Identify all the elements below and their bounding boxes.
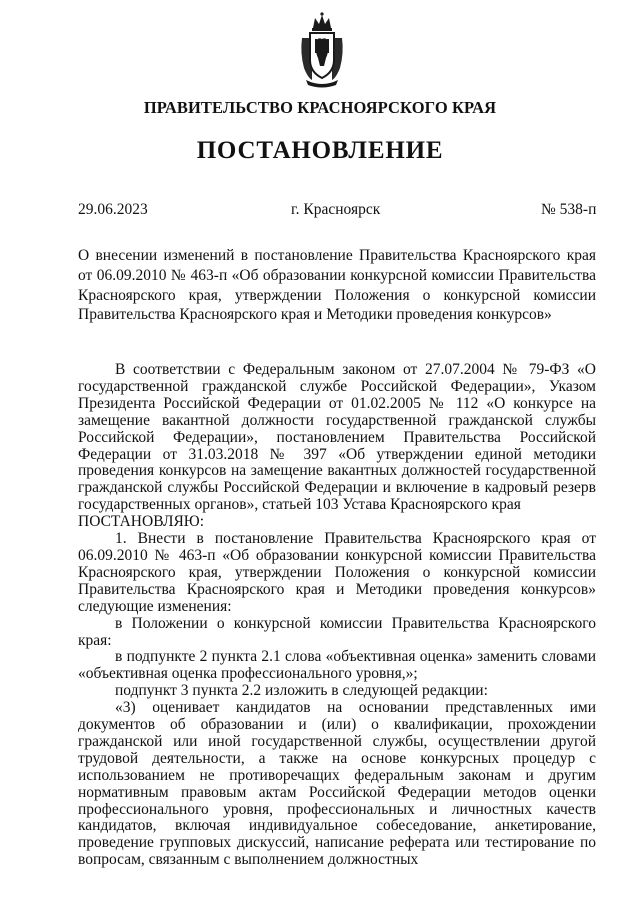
change-2-paragraph: подпункт 3 пункта 2.2 изложить в следующей редакции: [115,682,488,700]
quoted-text-paragraph: «3) оценивает кандидатов на основании представленных ими документов об образовании и (или) о квалификации, прохождении гражданской или иной государственной службы, осуществлении другой трудовой деятельности, а также на основе конкурсных процедур с использованием не противоречащих федеральным законам и другим нормативным правовым актам Российской Федерации методов оценки профессионального уровня, профессиональных и личностных качеств кандидатов, включая индивидуальное собеседование, анкетирование, проведение групповых дискуссий, написание реферата или тестирование по вопросам, связанным с выполнением должностных [78,699,596,869]
item-1-paragraph: 1. Внести в постановление Правительства Красноярского края от 06.09.2010 № 463-п «Об образовании конкурсной комиссии Правительства Красноярского края, утверждении Положения о конкурсной комиссии Правительства Красноярского края и Методики проведения конкурсов» следующие изменения: [78,530,596,615]
item-1-intro-paragraph: в Положении о конкурсной комиссии Правительства Красноярского края: [78,614,596,649]
preamble-paragraph: В соответствии с Федеральным законом от 27.07.2004 № 79-ФЗ «О государственной гражданской службе Российской Федерации», Указом Президента Российской Федерации от 01.02.2005 № 112 «О конкурсе на замещение вакантной должности государственной гражданской службы Российской Федерации», постановлением Правительства Российской Федерации от 31.03.2018 № 397 «Об утверждении единой методики проведения конкурсов на замещение вакантных должностей государственной гражданской службы Российской Федерации и включение в кадровый резерв государственных органов», статьей 103 Устава Красноярского края [78,361,596,514]
change-1-paragraph: в подпункте 2 пункта 2.1 слова «объективная оценка» заменить словами «объективная оценка профессионального уровня,»; [78,648,596,683]
document-city: г. Красноярск [291,201,381,218]
document-subject: О внесении изменений в постановление Правительства Красноярского края от 06.09.2010 № 463-п «Об образовании конкурсной комиссии Правительства Красноярского края, утверждении Положения о конкурсной комиссии Правительства Красноярского края и Методики проведения конкурсов» [78,247,596,324]
decree-word: ПОСТАНОВЛЯЮ: [78,513,205,531]
government-title: ПРАВИТЕЛЬСТВО КРАСНОЯРСКОГО КРАЯ [143,98,497,117]
document-number: № 538-п [541,201,597,218]
document-body [78,362,596,869]
krasnoyarsk-coat-of-arms-icon [298,8,346,90]
document-date: 29.06.2023 [78,201,148,218]
document-type-title: ПОСТАНОВЛЕНИЕ [196,137,444,164]
